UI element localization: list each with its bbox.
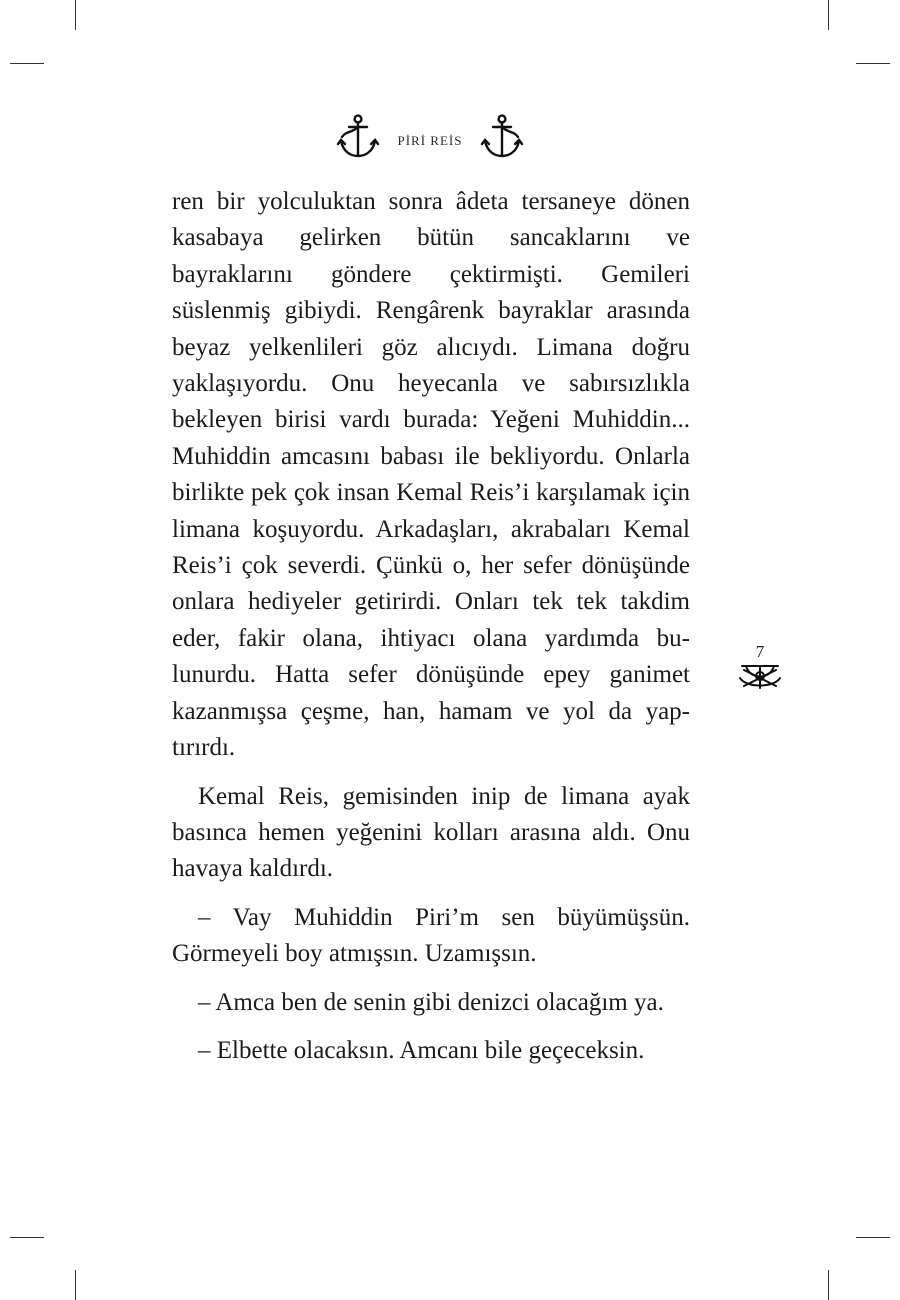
running-header <box>330 113 530 163</box>
paragraph: ren bir yolculuktan sonra âdeta tersaneye dönen kasabaya gelirken bütün sancaklarını ve bayraklarını göndere çektirmişti. Gemileri süslenmiş gibiydi. Rengârenk bayraklar arasında beyaz yelkenlileri göz alıcıydı. Limana doğru yaklaşıyordu. Onu heyecanla ve sabırsızlıkla bekleyen birisi vardı burada: Yeğeni Muhiddin... Muhiddin amcasını babası ile bekliyordu. Onlarla birlikte pek çok insan Kemal Reis’i karşılamak için limana koşuyordu. Arkadaşları, akrabaları Kemal Reis’i çok severdi. Çünkü o, her sefer dönüşünde onlara hediyeler getirirdi. Onları tek tek takdim eder, fakir olana, ihtiyacı olana yardımda bulunurdu. Hatta sefer dönüşünde epey ganimet kazanmışsa çeşme, han, hamam ve yol da yaptırırdı. <box>172 188 690 762</box>
crop-mark <box>856 1237 890 1238</box>
crop-mark <box>828 0 829 30</box>
crop-mark <box>828 1270 829 1300</box>
dialogue-line: – Amca ben de senin gibi denizci olacağım ya. <box>198 988 664 1016</box>
page-number: 7 <box>755 642 765 661</box>
crop-mark <box>10 63 44 64</box>
dialogue-line: – Vay Muhiddin Piri’m sen büyümüşsün. Görmeyeli boy atmışsın. Uzamışsın. <box>172 903 690 968</box>
anchor-icon <box>336 113 380 161</box>
anchor-icon <box>480 113 524 161</box>
crop-mark <box>75 1270 76 1300</box>
crop-mark <box>856 63 890 64</box>
body-text <box>172 184 690 1069</box>
crop-mark <box>10 1237 44 1238</box>
running-title: PİRİ REİS <box>397 133 463 148</box>
page-folio <box>735 640 785 690</box>
paragraph: Kemal Reis, gemisinden inip de limana ayak basınca hemen yeğenini kolları arasına aldı. Onu havaya kaldırdı. <box>172 782 690 883</box>
ship-wheel-icon <box>736 658 784 692</box>
dialogue-line: – Elbette olacaksın. Amcanı bile geçeceksin. <box>198 1036 645 1064</box>
crop-mark <box>75 0 76 30</box>
